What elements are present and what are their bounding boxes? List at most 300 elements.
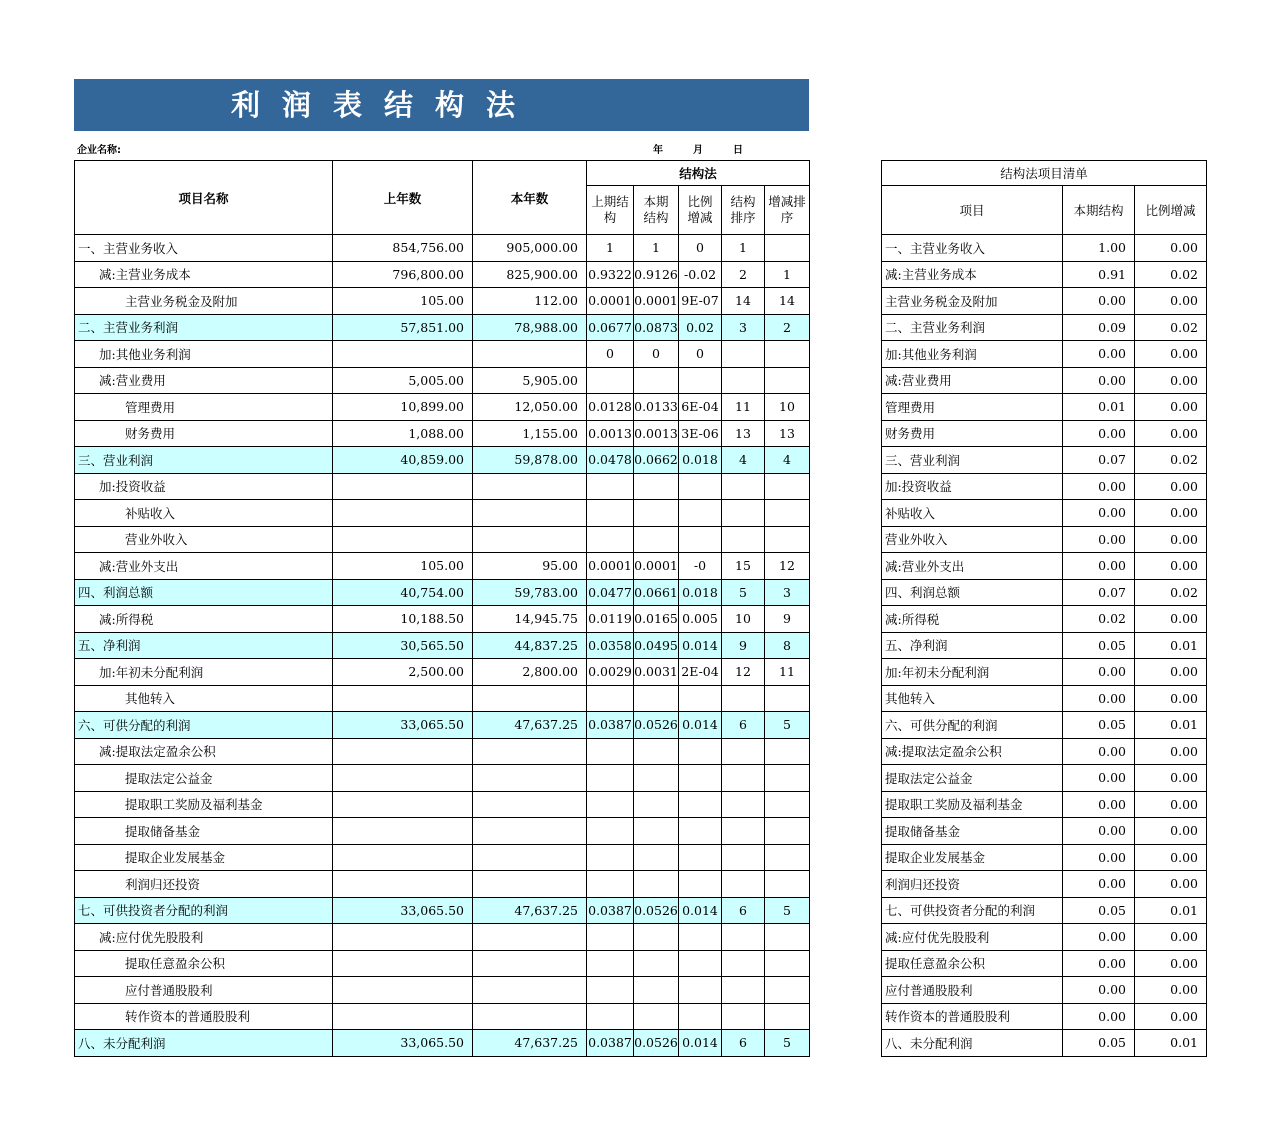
row-change-rank: 12 — [765, 553, 810, 580]
row-curr-value: 44,837.25 — [473, 632, 587, 659]
row-ratio-change: 0.018 — [679, 579, 722, 606]
row-prev-struct: 0.0477 — [587, 579, 634, 606]
row-prev-struct — [587, 791, 634, 818]
row-change-rank: 10 — [765, 394, 810, 421]
row-curr-struct: 0.0495 — [634, 632, 679, 659]
row-curr-value — [473, 738, 587, 765]
row-prev-value — [333, 818, 473, 845]
side-item-name: 营业外收入 — [882, 526, 1063, 553]
side-item-name: 主营业务税金及附加 — [882, 288, 1063, 315]
row-curr-struct — [634, 526, 679, 553]
side-ratio-change: 0.00 — [1135, 659, 1207, 686]
row-prev-struct: 0.9322 — [587, 261, 634, 288]
row-prev-value — [333, 765, 473, 792]
side-item-name: 财务费用 — [882, 420, 1063, 447]
side-table-row — [882, 606, 1207, 633]
row-struct-rank — [722, 924, 765, 951]
row-curr-struct: 0.0662 — [634, 447, 679, 474]
side-table-row — [882, 579, 1207, 606]
row-ratio-change: 2E-04 — [679, 659, 722, 686]
row-curr-value — [473, 685, 587, 712]
row-curr-value — [473, 526, 587, 553]
row-prev-value: 10,188.50 — [333, 606, 473, 633]
side-curr-struct: 0.00 — [1063, 500, 1135, 527]
row-prev-struct — [587, 924, 634, 951]
side-item-name: 一、主营业务收入 — [882, 235, 1063, 262]
side-item-name: 提取任意盈余公积 — [882, 950, 1063, 977]
table-row — [75, 288, 810, 315]
table-row — [75, 659, 810, 686]
side-ratio-change: 0.01 — [1135, 897, 1207, 924]
row-struct-rank — [722, 765, 765, 792]
row-curr-struct: 0.9126 — [634, 261, 679, 288]
row-curr-value — [473, 500, 587, 527]
row-item-name: 主营业务税金及附加 — [75, 288, 333, 315]
side-curr-struct: 0.05 — [1063, 632, 1135, 659]
side-item-name: 二、主营业务利润 — [882, 314, 1063, 341]
side-item-name: 三、营业利润 — [882, 447, 1063, 474]
row-prev-value — [333, 738, 473, 765]
side-ratio-change: 0.00 — [1135, 500, 1207, 527]
row-struct-rank: 14 — [722, 288, 765, 315]
month-label: 月 — [693, 145, 703, 156]
row-curr-value — [473, 765, 587, 792]
side-item-name: 减:所得税 — [882, 606, 1063, 633]
row-ratio-change: 3E-06 — [679, 420, 722, 447]
side-curr-struct: 0.00 — [1063, 420, 1135, 447]
row-struct-rank — [722, 791, 765, 818]
row-curr-value: 47,637.25 — [473, 712, 587, 739]
row-prev-struct — [587, 500, 634, 527]
side-table-row — [882, 1030, 1207, 1057]
row-change-rank — [765, 685, 810, 712]
row-prev-struct: 0.0013 — [587, 420, 634, 447]
row-item-name: 减:营业费用 — [75, 367, 333, 394]
col-header-structure-group: 结构法 — [587, 161, 810, 186]
side-curr-struct: 0.09 — [1063, 314, 1135, 341]
side-item-name: 补贴收入 — [882, 500, 1063, 527]
side-ratio-change: 0.00 — [1135, 526, 1207, 553]
row-change-rank — [765, 473, 810, 500]
row-ratio-change — [679, 871, 722, 898]
row-prev-struct — [587, 818, 634, 845]
row-prev-value: 33,065.50 — [333, 1030, 473, 1057]
side-curr-struct: 0.00 — [1063, 818, 1135, 845]
row-item-name: 提取储备基金 — [75, 818, 333, 845]
row-item-name: 应付普通股股利 — [75, 977, 333, 1004]
row-ratio-change — [679, 1003, 722, 1030]
side-ratio-change: 0.01 — [1135, 712, 1207, 739]
row-item-name: 四、利润总额 — [75, 579, 333, 606]
row-curr-struct — [634, 791, 679, 818]
side-item-name: 管理费用 — [882, 394, 1063, 421]
row-item-name: 二、主营业务利润 — [75, 314, 333, 341]
row-struct-rank — [722, 818, 765, 845]
row-curr-value — [473, 924, 587, 951]
row-ratio-change — [679, 977, 722, 1004]
row-prev-value: 796,800.00 — [333, 261, 473, 288]
row-curr-struct — [634, 367, 679, 394]
row-change-rank: 3 — [765, 579, 810, 606]
side-curr-struct: 0.01 — [1063, 394, 1135, 421]
row-item-name: 减:应付优先股股利 — [75, 924, 333, 951]
side-item-name: 利润归还投资 — [882, 871, 1063, 898]
row-item-name: 减:营业外支出 — [75, 553, 333, 580]
row-item-name: 管理费用 — [75, 394, 333, 421]
side-table-row — [882, 738, 1207, 765]
table-row — [75, 818, 810, 845]
row-ratio-change: 0.005 — [679, 606, 722, 633]
side-table-row — [882, 844, 1207, 871]
side-ratio-change: 0.00 — [1135, 553, 1207, 580]
row-change-rank — [765, 235, 810, 262]
row-struct-rank — [722, 1003, 765, 1030]
row-curr-value: 59,878.00 — [473, 447, 587, 474]
side-curr-struct: 0.00 — [1063, 288, 1135, 315]
row-ratio-change — [679, 685, 722, 712]
table-row — [75, 844, 810, 871]
row-prev-value — [333, 685, 473, 712]
row-ratio-change: 6E-04 — [679, 394, 722, 421]
row-ratio-change: 0.02 — [679, 314, 722, 341]
row-prev-value — [333, 871, 473, 898]
side-curr-struct: 0.00 — [1063, 659, 1135, 686]
side-item-name: 六、可供分配的利润 — [882, 712, 1063, 739]
row-prev-value — [333, 526, 473, 553]
row-curr-value — [473, 871, 587, 898]
row-struct-rank — [722, 526, 765, 553]
row-prev-value: 1,088.00 — [333, 420, 473, 447]
row-prev-struct — [587, 1003, 634, 1030]
row-change-rank: 2 — [765, 314, 810, 341]
row-item-name: 提取法定公益金 — [75, 765, 333, 792]
table-row — [75, 1030, 810, 1057]
row-curr-value: 78,988.00 — [473, 314, 587, 341]
row-change-rank — [765, 1003, 810, 1030]
row-curr-struct: 0.0526 — [634, 897, 679, 924]
row-prev-struct — [587, 473, 634, 500]
row-prev-value: 5,005.00 — [333, 367, 473, 394]
side-table-row — [882, 791, 1207, 818]
row-struct-rank: 2 — [722, 261, 765, 288]
row-curr-value — [473, 818, 587, 845]
row-change-rank — [765, 977, 810, 1004]
row-curr-value: 14,945.75 — [473, 606, 587, 633]
side-item-name: 四、利润总额 — [882, 579, 1063, 606]
row-ratio-change: 9E-07 — [679, 288, 722, 315]
side-curr-struct: 0.00 — [1063, 341, 1135, 368]
side-ratio-change: 0.01 — [1135, 632, 1207, 659]
row-change-rank: 14 — [765, 288, 810, 315]
side-curr-struct: 0.02 — [1063, 606, 1135, 633]
side-table-row — [882, 685, 1207, 712]
row-struct-rank — [722, 341, 765, 368]
row-prev-struct — [587, 685, 634, 712]
side-ratio-change: 0.00 — [1135, 235, 1207, 262]
row-struct-rank — [722, 473, 765, 500]
row-prev-struct: 0.0387 — [587, 1030, 634, 1057]
row-item-name: 一、主营业务收入 — [75, 235, 333, 262]
row-ratio-change — [679, 844, 722, 871]
side-ratio-change: 0.00 — [1135, 871, 1207, 898]
row-curr-struct: 0.0526 — [634, 1030, 679, 1057]
row-struct-rank: 6 — [722, 712, 765, 739]
row-item-name: 提取职工奖励及福利基金 — [75, 791, 333, 818]
row-prev-value: 33,065.50 — [333, 897, 473, 924]
row-change-rank: 9 — [765, 606, 810, 633]
row-curr-struct — [634, 871, 679, 898]
row-item-name: 提取企业发展基金 — [75, 844, 333, 871]
table-row — [75, 738, 810, 765]
row-prev-struct: 0.0677 — [587, 314, 634, 341]
side-ratio-change: 0.00 — [1135, 950, 1207, 977]
side-ratio-change: 0.00 — [1135, 977, 1207, 1004]
row-curr-value: 47,637.25 — [473, 897, 587, 924]
side-curr-struct: 0.00 — [1063, 1003, 1135, 1030]
side-curr-struct: 0.00 — [1063, 738, 1135, 765]
side-item-name: 加:投资收益 — [882, 473, 1063, 500]
table-row — [75, 500, 810, 527]
row-curr-struct: 0.0873 — [634, 314, 679, 341]
side-curr-struct: 0.00 — [1063, 367, 1135, 394]
row-curr-struct — [634, 765, 679, 792]
row-struct-rank — [722, 844, 765, 871]
side-table-row — [882, 367, 1207, 394]
row-curr-value — [473, 950, 587, 977]
col-header-change-rank: 增减排序 — [765, 186, 810, 235]
side-header-group: 结构法项目清单 — [882, 161, 1207, 186]
side-curr-struct: 0.00 — [1063, 765, 1135, 792]
side-table-row — [882, 818, 1207, 845]
row-struct-rank — [722, 367, 765, 394]
side-curr-struct: 1.00 — [1063, 235, 1135, 262]
row-change-rank — [765, 818, 810, 845]
income-statement-table — [74, 160, 810, 1057]
col-header-struct-rank: 结构排序 — [722, 186, 765, 235]
row-ratio-change: 0.018 — [679, 447, 722, 474]
side-ratio-change: 0.00 — [1135, 791, 1207, 818]
side-curr-struct: 0.00 — [1063, 526, 1135, 553]
row-prev-value: 33,065.50 — [333, 712, 473, 739]
table-row — [75, 791, 810, 818]
side-table-row — [882, 659, 1207, 686]
row-prev-struct: 0.0387 — [587, 897, 634, 924]
row-struct-rank: 12 — [722, 659, 765, 686]
row-curr-struct — [634, 977, 679, 1004]
row-curr-value: 5,905.00 — [473, 367, 587, 394]
day-label: 日 — [733, 145, 743, 156]
side-curr-struct: 0.00 — [1063, 924, 1135, 951]
side-item-name: 加:年初未分配利润 — [882, 659, 1063, 686]
row-curr-struct: 0.0526 — [634, 712, 679, 739]
row-ratio-change: 0 — [679, 341, 722, 368]
side-table-row — [882, 712, 1207, 739]
row-item-name: 利润归还投资 — [75, 871, 333, 898]
row-item-name: 五、净利润 — [75, 632, 333, 659]
table-row — [75, 394, 810, 421]
row-curr-struct: 1 — [634, 235, 679, 262]
side-item-name: 应付普通股股利 — [882, 977, 1063, 1004]
row-prev-struct: 0.0119 — [587, 606, 634, 633]
side-table-row — [882, 420, 1207, 447]
row-change-rank: 1 — [765, 261, 810, 288]
side-item-name: 提取职工奖励及福利基金 — [882, 791, 1063, 818]
side-ratio-change: 0.00 — [1135, 818, 1207, 845]
side-table-row — [882, 977, 1207, 1004]
row-struct-rank — [722, 977, 765, 1004]
row-item-name: 加:投资收益 — [75, 473, 333, 500]
row-change-rank: 8 — [765, 632, 810, 659]
row-ratio-change: 0.014 — [679, 632, 722, 659]
side-ratio-change: 0.02 — [1135, 579, 1207, 606]
row-change-rank: 5 — [765, 712, 810, 739]
row-change-rank: 4 — [765, 447, 810, 474]
row-ratio-change — [679, 526, 722, 553]
side-item-name: 减:营业外支出 — [882, 553, 1063, 580]
side-item-name: 五、净利润 — [882, 632, 1063, 659]
row-curr-struct: 0.0165 — [634, 606, 679, 633]
row-prev-struct — [587, 765, 634, 792]
side-item-name: 提取企业发展基金 — [882, 844, 1063, 871]
row-ratio-change: 0 — [679, 235, 722, 262]
side-ratio-change: 0.00 — [1135, 844, 1207, 871]
side-table-row — [882, 314, 1207, 341]
side-item-name: 其他转入 — [882, 685, 1063, 712]
row-change-rank: 5 — [765, 897, 810, 924]
row-curr-value — [473, 473, 587, 500]
row-item-name: 提取任意盈余公积 — [75, 950, 333, 977]
row-ratio-change — [679, 738, 722, 765]
side-table-row — [882, 288, 1207, 315]
side-table-row — [882, 950, 1207, 977]
table-row — [75, 712, 810, 739]
row-item-name: 三、营业利润 — [75, 447, 333, 474]
row-prev-value — [333, 473, 473, 500]
row-prev-struct: 0.0029 — [587, 659, 634, 686]
row-item-name: 转作资本的普通股股利 — [75, 1003, 333, 1030]
side-curr-struct: 0.00 — [1063, 844, 1135, 871]
row-prev-value — [333, 950, 473, 977]
side-curr-struct: 0.00 — [1063, 685, 1135, 712]
col-header-prev-struct: 上期结构 — [587, 186, 634, 235]
row-change-rank — [765, 765, 810, 792]
row-struct-rank: 10 — [722, 606, 765, 633]
col-header-curr-struct: 本期结构 — [634, 186, 679, 235]
side-item-name: 减:应付优先股股利 — [882, 924, 1063, 951]
side-ratio-change: 0.00 — [1135, 288, 1207, 315]
row-prev-struct: 0.0128 — [587, 394, 634, 421]
row-ratio-change — [679, 765, 722, 792]
row-prev-value: 854,756.00 — [333, 235, 473, 262]
row-prev-struct — [587, 844, 634, 871]
row-struct-rank: 6 — [722, 1030, 765, 1057]
row-curr-struct: 0.0001 — [634, 288, 679, 315]
row-prev-value: 10,899.00 — [333, 394, 473, 421]
row-prev-struct: 0.0387 — [587, 712, 634, 739]
structure-items-table — [881, 160, 1207, 1057]
row-struct-rank: 11 — [722, 394, 765, 421]
side-header-curr-struct: 本期结构 — [1063, 186, 1135, 235]
side-curr-struct: 0.00 — [1063, 791, 1135, 818]
row-ratio-change — [679, 500, 722, 527]
side-table-row — [882, 1003, 1207, 1030]
side-ratio-change: 0.00 — [1135, 341, 1207, 368]
row-prev-struct — [587, 977, 634, 1004]
side-ratio-change: 0.00 — [1135, 924, 1207, 951]
row-prev-value — [333, 844, 473, 871]
row-prev-value — [333, 791, 473, 818]
row-ratio-change — [679, 367, 722, 394]
side-curr-struct: 0.00 — [1063, 950, 1135, 977]
row-curr-value — [473, 341, 587, 368]
row-prev-struct — [587, 871, 634, 898]
row-change-rank — [765, 871, 810, 898]
row-prev-struct — [587, 367, 634, 394]
side-curr-struct: 0.07 — [1063, 579, 1135, 606]
row-item-name: 财务费用 — [75, 420, 333, 447]
row-prev-value: 40,754.00 — [333, 579, 473, 606]
row-curr-value: 825,900.00 — [473, 261, 587, 288]
row-prev-value — [333, 977, 473, 1004]
side-curr-struct: 0.05 — [1063, 1030, 1135, 1057]
row-prev-value — [333, 341, 473, 368]
row-curr-struct — [634, 844, 679, 871]
side-table-row — [882, 553, 1207, 580]
row-change-rank — [765, 341, 810, 368]
row-curr-struct: 0.0013 — [634, 420, 679, 447]
row-prev-struct: 0 — [587, 341, 634, 368]
row-struct-rank: 9 — [722, 632, 765, 659]
side-table-row — [882, 765, 1207, 792]
side-ratio-change: 0.00 — [1135, 738, 1207, 765]
row-item-name: 八、未分配利润 — [75, 1030, 333, 1057]
side-item-name: 转作资本的普通股股利 — [882, 1003, 1063, 1030]
table-row — [75, 977, 810, 1004]
table-row — [75, 526, 810, 553]
row-ratio-change: 0.014 — [679, 897, 722, 924]
side-curr-struct: 0.00 — [1063, 473, 1135, 500]
side-ratio-change: 0.00 — [1135, 367, 1207, 394]
side-ratio-change: 0.00 — [1135, 420, 1207, 447]
row-prev-struct: 0.0001 — [587, 553, 634, 580]
side-table-row — [882, 871, 1207, 898]
side-item-name: 减:提取法定盈余公积 — [882, 738, 1063, 765]
row-change-rank — [765, 950, 810, 977]
side-ratio-change: 0.00 — [1135, 765, 1207, 792]
row-change-rank — [765, 738, 810, 765]
row-curr-struct: 0 — [634, 341, 679, 368]
row-curr-struct: 0.0133 — [634, 394, 679, 421]
row-curr-struct — [634, 738, 679, 765]
side-ratio-change: 0.00 — [1135, 685, 1207, 712]
table-row — [75, 447, 810, 474]
row-change-rank — [765, 924, 810, 951]
table-row — [75, 579, 810, 606]
row-ratio-change — [679, 473, 722, 500]
table-row — [75, 950, 810, 977]
row-curr-value — [473, 791, 587, 818]
row-ratio-change — [679, 818, 722, 845]
row-curr-value: 47,637.25 — [473, 1030, 587, 1057]
row-item-name: 减:主营业务成本 — [75, 261, 333, 288]
row-prev-value: 105.00 — [333, 288, 473, 315]
table-row — [75, 235, 810, 262]
side-item-name: 八、未分配利润 — [882, 1030, 1063, 1057]
row-item-name: 加:其他业务利润 — [75, 341, 333, 368]
row-change-rank: 13 — [765, 420, 810, 447]
row-prev-value: 105.00 — [333, 553, 473, 580]
row-item-name: 营业外收入 — [75, 526, 333, 553]
